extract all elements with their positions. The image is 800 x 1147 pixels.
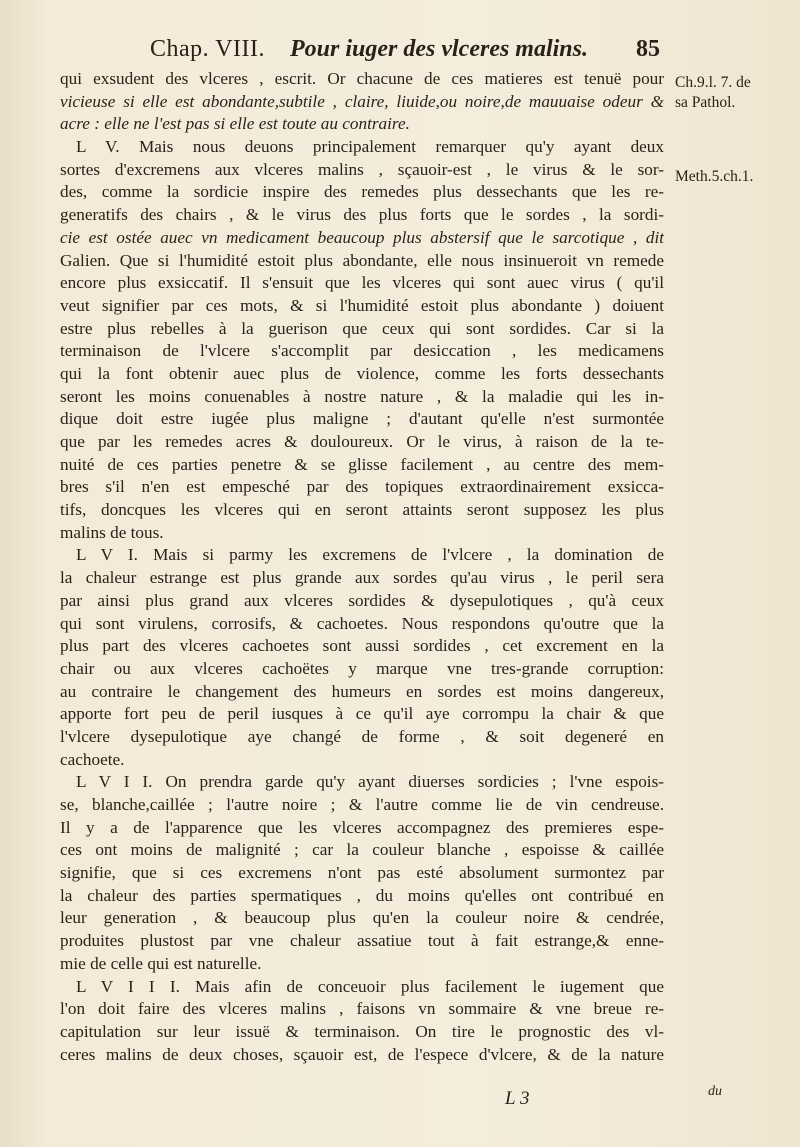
text-line: qui exsudent des vlceres , escrit. Or chacune de ces matieres est tenuë pour — [60, 69, 664, 88]
running-title: Pour iuger des vlceres malins. — [290, 36, 588, 62]
catchword: du — [708, 1084, 722, 1099]
signature-mark: L 3 — [505, 1088, 530, 1109]
text-line: encore plus exsiccatif. Il s'ensuit que les vlceres qui sont auec virus ( qu'il — [60, 273, 664, 293]
text-line: que par les remedes acres & douloureux. Or le virus, à raison de la te- — [60, 432, 664, 451]
text-line: nuité de ces parties penetre & se glisse facilement , au centre des mem- — [60, 454, 664, 474]
body-text — [60, 68, 664, 1066]
section-lvi-start: L V I. Mais si parmy les excremens de l'vlcere , la domination de — [76, 545, 664, 565]
text-line: ces ont moins de malignité ; car la couleur blanche , espoisse & caillée — [60, 840, 664, 860]
text-line: par ainsi plus grand aux vlceres sordides & dysepulotiques , qu'à ceux — [60, 590, 664, 610]
text-line: capitulation sur leur issuë & terminaison. On tire le prognostic des vl- — [60, 1021, 664, 1041]
text-line: l'on doit faire des vlceres malins , faisons vn sommaire & vne breue re- — [60, 999, 664, 1019]
text-line: vicieuse si elle est abondante,subtile , claire, liuide,ou noire,de mauuaise odeur & — [60, 91, 664, 111]
text-line: au contraire le changement des humeurs en sordes est moins dangereux, — [60, 681, 664, 701]
text-line: Galien. Que si l'humidité estoit plus abondante, elle nous insinueroit vn remede — [60, 250, 664, 270]
text-line: acre : elle ne l'est pas si elle est toute au contraire. — [60, 114, 410, 134]
text-line: veut signifier par ces mots, & si l'humidité estoit plus abondante ) doiuent — [60, 295, 664, 315]
text-line: chair ou aux vlceres cachoëtes y marque vne tres-grande corruption: — [60, 658, 664, 678]
text-line: generatifs des chairs , & le virus des plus forts que le sordes , la sordi- — [60, 205, 664, 225]
text-line: seront les moins conuenables à nostre nature , & la maladie qui les in- — [60, 386, 664, 406]
text-line: tifs, doncques les vlceres qui en seront attaints seront supposez les plus — [60, 500, 664, 520]
text-line: sortes d'excremens aux vlceres malins , sçauoir-est , le virus & le sor- — [60, 159, 664, 179]
text-line: qui la font obtenir auec plus de violence, comme les forts dessechants — [60, 363, 664, 383]
text-line: la chaleur estrange est plus grande aux sordes qu'au virus , le peril sera — [60, 568, 664, 588]
text-line: apporte fort peu de peril iusques à ce qu'il aye corrompu la chair & que — [60, 704, 664, 724]
text-line: dique doit estre iugée plus maligne ; d'autant qu'elle n'est surmontée — [60, 409, 664, 429]
section-lviii-start: L V I I I. Mais afin de conceuoir plus facilement le iugement que — [76, 976, 664, 996]
text-line: ceres malins de deux choses, sçauoir est, de l'espece d'vlcere, & de la nature — [60, 1044, 664, 1064]
text-line: plus part des vlceres cachoetes sont aussi sordides , cet excrement en la — [60, 636, 664, 656]
text-line: mie de celle qui est naturelle. — [60, 953, 262, 973]
text-line: se, blanche,caillée ; l'autre noire ; & l'autre comme lie de vin cendreuse. — [60, 795, 664, 814]
text-line: estre plus rebelles à la guerison que ceux qui sont sordides. Car si la — [60, 318, 664, 338]
chapter-label: Chap. VIII. — [150, 36, 266, 62]
text-line: signifie, que si ces excremens n'ont pas esté absolument surmontez par — [60, 863, 664, 883]
text-line: cie est ostée auec vn medicament beaucoup plus abstersif que le sarcotique , dit — [60, 227, 664, 247]
text-line: leur generation , & beaucoup plus qu'en la couleur noire & cendrée, — [60, 908, 664, 928]
text-line: Il y a de l'apparence que les vlceres accompagnez des premieres espe- — [60, 817, 664, 837]
margin-note-1: Ch.9.l. 7. de — [675, 74, 751, 91]
text-line: des, comme la sordicie inspire des remedes plus dessechants que les re- — [60, 182, 664, 202]
page-number: 85 — [636, 36, 660, 62]
text-line: terminaison de l'vlcere s'accomplit par desiccation , les medicamens — [60, 341, 664, 361]
text-line: produites plustost par vne chaleur assatiue tout à fait estrange,& enne- — [60, 931, 664, 951]
text-line: la chaleur des parties spermatiques , du moins qu'elles ont contribué en — [60, 885, 664, 905]
text-line: malins de tous. — [60, 522, 164, 542]
section-lvii-start: L V I I. On prendra garde qu'y ayant diuerses sordicies ; l'vne espois- — [76, 772, 664, 792]
text-line: qui sont virulens, corrosifs, & cachoetes. Nous respondons qu'outre que la — [60, 613, 664, 633]
text-line: bres s'il n'en est empesché par des topiques extraordinairement exsicca- — [60, 477, 664, 497]
margin-note-2: sa Pathol. — [675, 94, 736, 111]
text-line: cachoete. — [60, 749, 125, 769]
margin-note-3: Meth.5.ch.1. — [675, 168, 754, 185]
section-lv-start: L V. Mais nous deuons principalement remarquer qu'y ayant deux — [76, 137, 664, 157]
text-line: l'vlcere dysepulotique aye changé de forme , & soit degeneré en — [60, 726, 664, 746]
